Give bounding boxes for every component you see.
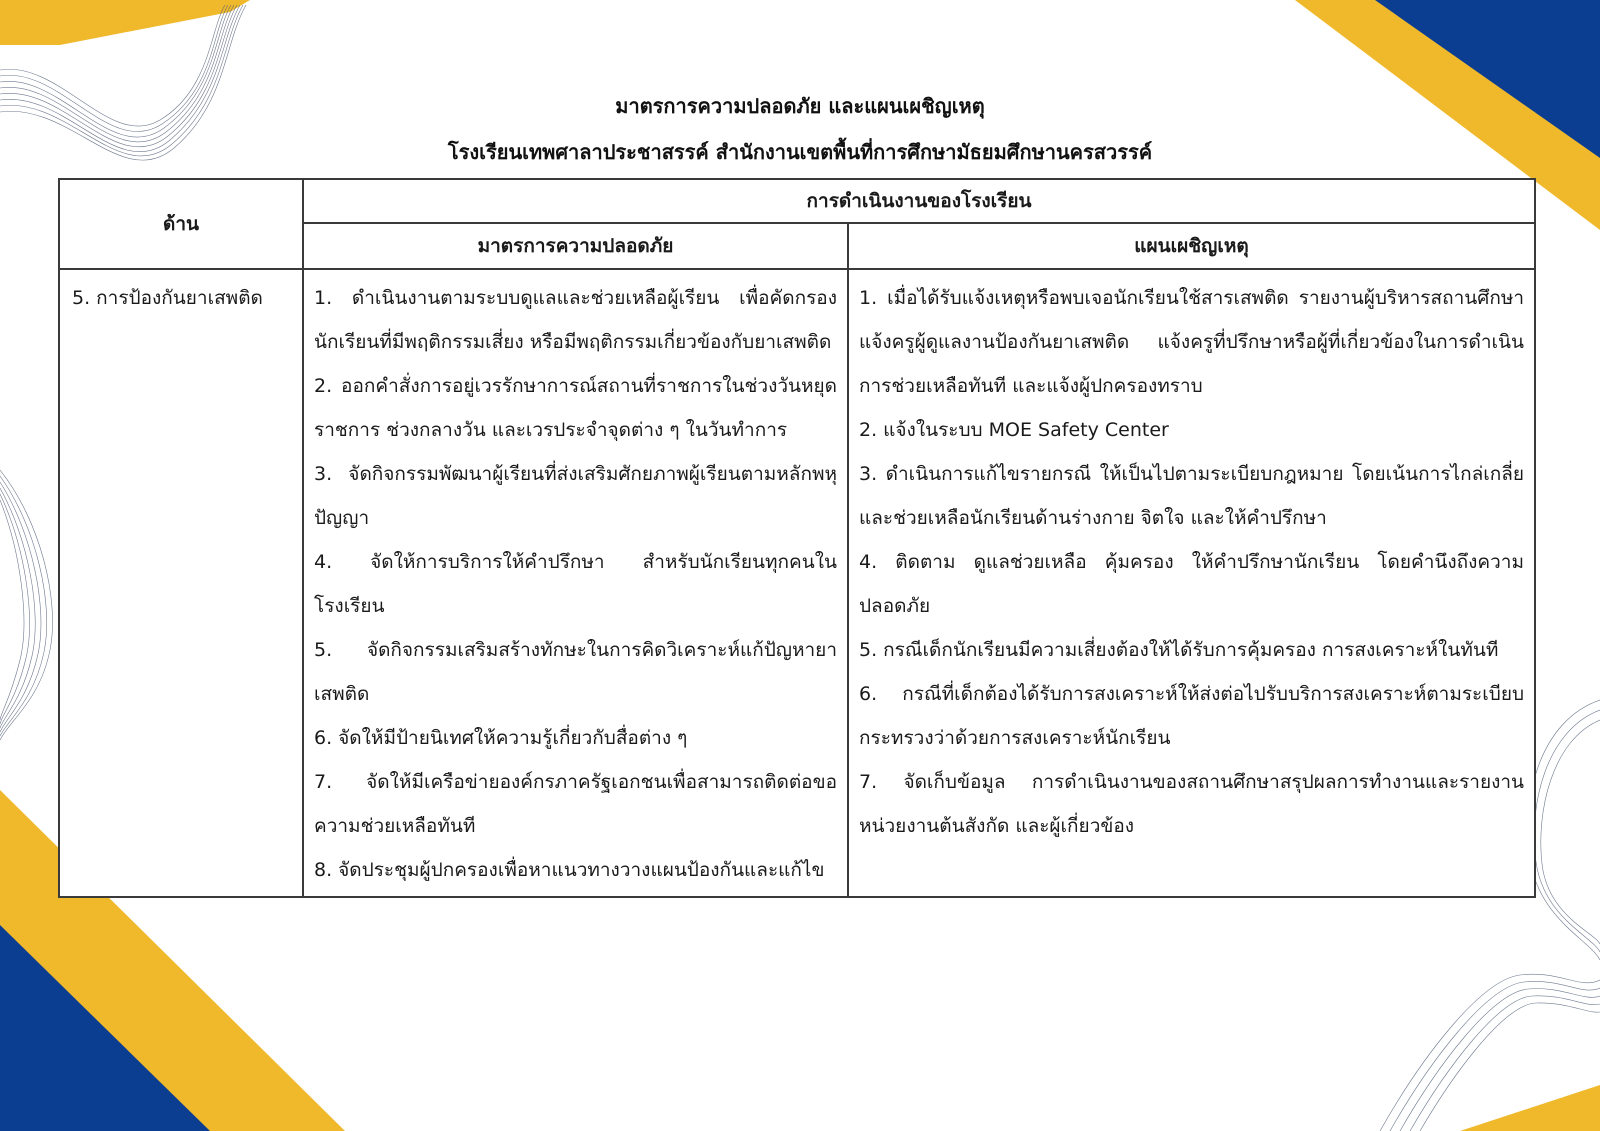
safety-item: 3. จัดกิจกรรมพัฒนาผู้เรียนที่ส่งเสริมศักยภาพผู้เรียนตามหลักพหุปัญญา — [314, 463, 837, 529]
bottom-right-yellow-band — [1460, 1085, 1600, 1131]
safety-item: 7. จัดให้มีเครือข่ายองค์กรภาครัฐเอกชนเพื่อสามารถติดต่อขอความช่วยเหลือทันที — [314, 771, 837, 837]
side-cell: 5. การป้องกันยาเสพติด — [59, 269, 303, 897]
safety-item: 6. จัดให้มีป้ายนิเทศให้ความรู้เกี่ยวกับสื่อต่าง ๆ — [314, 727, 688, 749]
safety-measures-cell — [303, 269, 848, 897]
plan-item: 2. แจ้งในระบบ MOE Safety Center — [859, 419, 1169, 441]
header-side: ด้าน — [59, 179, 303, 269]
plan-item: 7. จัดเก็บข้อมูล การดำเนินงานของสถานศึกษาสรุปผลการทำงานและรายงานหน่วยงานต้นสังกัด และผู้เกี่ยวข้อง — [859, 771, 1525, 837]
top-left-yellow-band — [0, 0, 250, 45]
emergency-plan-cell — [848, 269, 1535, 897]
safety-item: 8. จัดประชุมผู้ปกครองเพื่อหาแนวทางวางแผนป้องกันและแก้ไข — [314, 859, 825, 881]
header-safety-measures: มาตรการความปลอดภัย — [303, 223, 848, 269]
document-title: มาตรการความปลอดภัย และแผนเผชิญเหตุ — [615, 94, 985, 118]
safety-item: 1. ดำเนินงานตามระบบดูแลและช่วยเหลือผู้เรียน เพื่อคัดกรองนักเรียนที่มีพฤติกรรมเสี่ยง หรือมีพฤติกรรมเกี่ยวข้องกับยาเสพติด — [314, 287, 837, 353]
plan-item: 1. เมื่อได้รับแจ้งเหตุหรือพบเจอนักเรียนใช้สารเสพติด รายงานผู้บริหารสถานศึกษา แจ้งครูผู้ดูแลงานป้องกันยาเสพติด แจ้งครูที่ปรึกษาหรือผู้ที่เกี่ยวข้องในการดำเนินการช่วยเหลือทันที และแจ้งผู้ปกครองทราบ — [859, 287, 1525, 397]
table-row — [59, 269, 1535, 897]
plan-item: 6. กรณีที่เด็กต้องได้รับการสงเคราะห์ให้ส่งต่อไปรับบริการสงเคราะห์ตามระเบียบกระทรวงว่าด้วยการสงเคราะห์นักเรียน — [859, 683, 1525, 749]
header-operations: การดำเนินงานของโรงเรียน — [303, 179, 1535, 223]
safety-item: 4. จัดให้การบริการให้คำปรึกษา สำหรับนักเรียนทุกคนในโรงเรียน — [314, 551, 837, 617]
measures-table — [58, 178, 1536, 898]
plan-item: 4. ติดตาม ดูแลช่วยเหลือ คุ้มครอง ให้คำปรึกษานักเรียน โดยคำนึงถึงความปลอดภัย — [859, 551, 1525, 617]
plan-item: 5. กรณีเด็กนักเรียนมีความเสี่ยงต้องให้ได้รับการคุ้มครอง การสงเคราะห์ในทันที — [859, 639, 1499, 661]
header-emergency-plan: แผนเผชิญเหตุ — [848, 223, 1535, 269]
plan-item: 3. ดำเนินการแก้ไขรายกรณี ให้เป็นไปตามระเบียบกฎหมาย โดยเน้นการไกล่เกลี่ย และช่วยเหลือนักเรียนด้านร่างกาย จิตใจ และให้คำปรึกษา — [859, 463, 1525, 529]
safety-item: 5. จัดกิจกรรมเสริมสร้างทักษะในการคิดวิเคราะห์แก้ปัญหายาเสพติด — [314, 639, 837, 705]
safety-item: 2. ออกคำสั่งการอยู่เวรรักษาการณ์สถานที่ราชการในช่วงวันหยุดราชการ ช่วงกลางวัน และเวรประจำจุดต่าง ๆ ในวันทำการ — [314, 375, 837, 441]
document-subtitle: โรงเรียนเทพศาลาประชาสรรค์ สำนักงานเขตพื้นที่การศึกษามัธยมศึกษานครสวรรค์ — [447, 140, 1153, 164]
left-wave-lines — [0, 470, 53, 740]
